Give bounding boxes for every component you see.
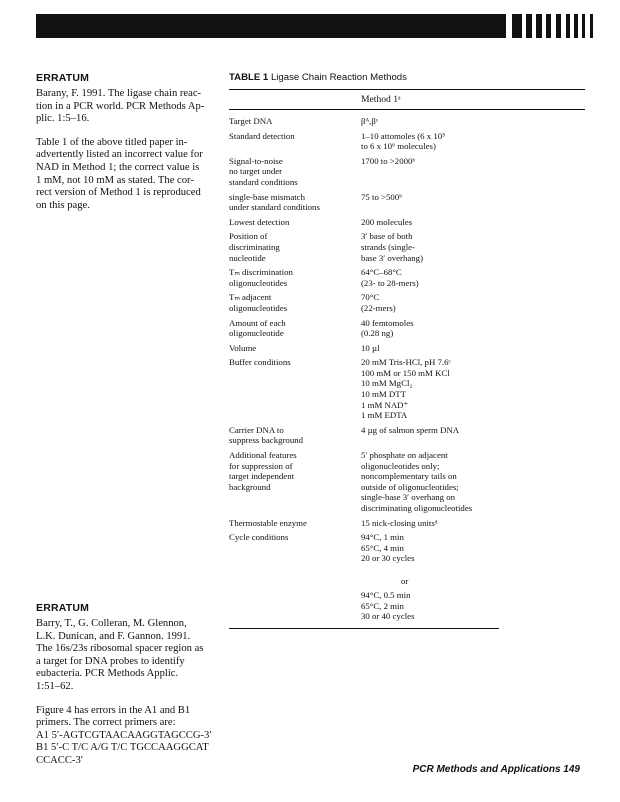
table-value-line: 1–10 attomoles (6 x 10⁵ — [361, 130, 446, 141]
citation-line: tion in a PCR world. PCR Methods Ap- — [36, 100, 205, 112]
table-value-line: to 6 x 10⁶ molecules) — [361, 141, 436, 152]
table-label-line: Buffer conditions — [229, 357, 291, 368]
citation-line: Barry, T., G. Colleran, M. Glennon, — [36, 618, 187, 629]
table-cell-value — [361, 267, 585, 288]
table-label-line: target independent — [229, 471, 295, 482]
header-bar-solid — [36, 14, 506, 38]
table-cell-label — [229, 590, 361, 622]
table-cell-value — [361, 532, 585, 564]
table-cell-label — [229, 532, 361, 564]
table-row — [229, 192, 585, 213]
table-cell-value — [361, 343, 585, 354]
table-value-line: 5′ phosphate on adjacent — [361, 450, 448, 461]
table-cell-value — [361, 318, 585, 339]
table-caption-text: Ligase Chain Reaction Methods — [270, 72, 407, 83]
citation-line: a target for DNA probes to identify — [36, 655, 185, 667]
table-value-line: 75 to >500ᵇ — [361, 191, 402, 202]
paragraph-line: Figure 4 has errors in the A1 and B1 — [36, 704, 191, 716]
table-cell-label — [229, 292, 361, 313]
primer-line: B1 5′-C T/C A/G T/C TGCCAAGGCAT — [36, 742, 209, 754]
table-cell-label — [229, 231, 361, 263]
table-cell-label — [229, 518, 361, 529]
paragraph-line: rect version of Method 1 is reproduced — [36, 187, 201, 199]
table-label-line: Position of — [229, 231, 268, 242]
header-stripe — [536, 14, 542, 38]
table-cell-value — [361, 131, 585, 152]
paragraph-line: Table 1 of the above titled paper in- — [36, 136, 188, 148]
table-value-line: 1700 to >2000ᵇ — [361, 155, 416, 166]
table-bottom-rule — [229, 628, 499, 629]
citation-line: 1:51–62. — [36, 680, 74, 692]
table-cell-value — [361, 590, 585, 622]
header-stripe — [582, 14, 585, 38]
table-cell-value — [361, 192, 585, 213]
erratum-paragraph — [36, 705, 222, 768]
table-label-line: Standard detection — [229, 130, 295, 141]
table-cell-value — [361, 357, 585, 421]
table-label-line: oligonucleotides — [229, 277, 288, 288]
erratum-1 — [36, 72, 222, 212]
table-cell-label — [229, 343, 361, 354]
primer-line: CCACC-3′ — [36, 754, 84, 766]
table-label-line: Amount of each — [229, 317, 286, 328]
table-row — [229, 532, 585, 564]
erratum-citation — [36, 88, 222, 126]
table-label-line: Signal-to-noise — [229, 155, 283, 166]
table-cell-value — [361, 156, 585, 188]
header-stripe — [512, 14, 522, 38]
table-value-line: outside of oligonucleotides; — [361, 481, 459, 492]
primer-line: A1 5′-AGTCGTAACAAGGTAGCCG-3′ — [36, 729, 212, 741]
table-label-line: discriminating — [229, 241, 280, 252]
table-column-header: Method 1ᵃ — [361, 94, 401, 105]
table-row — [229, 343, 585, 354]
table-label-line: Carrier DNA to — [229, 424, 284, 435]
table-cell-value — [361, 518, 585, 529]
table-cell-label — [229, 217, 361, 228]
table-label-line: single-base mismatch — [229, 191, 305, 202]
table-cell-value — [361, 217, 585, 228]
table-value-line: 15 nick-closing unitsᵈ — [361, 517, 438, 528]
table-row — [229, 116, 585, 127]
table-value-line: 64°C–68°C — [361, 267, 402, 278]
header-stripe — [556, 14, 561, 38]
table-value-line: 70°C — [361, 292, 380, 303]
table-value-line: 3′ base of both — [361, 231, 413, 242]
table-label-line: background — [229, 481, 271, 492]
table-label-line: oligonucleotide — [229, 328, 284, 339]
table-cell-label — [229, 318, 361, 339]
table-label-line: nucleotide — [229, 252, 266, 263]
table-value-line: (23- to 28-mers) — [361, 277, 419, 288]
table-row — [229, 357, 585, 421]
table-cell-label — [229, 450, 361, 514]
header-stripe — [566, 14, 570, 38]
table-value-line: βᴬ,βˢ — [361, 116, 378, 126]
table-value-line: 20 or 30 cycles — [361, 553, 415, 564]
table-cell-label — [229, 192, 361, 213]
paragraph-line: on this page. — [36, 199, 90, 211]
table-row — [229, 292, 585, 313]
header-stripe — [590, 14, 593, 38]
table-value-line: 94°C, 1 min — [361, 532, 404, 543]
table-label-line: Target DNA — [229, 116, 273, 126]
table-1 — [229, 72, 585, 629]
erratum-heading: ERRATUM — [36, 602, 90, 614]
table-label-line: suppress background — [229, 435, 304, 446]
header-stripe — [574, 14, 578, 38]
table-value-line: 65°C, 4 min — [361, 542, 404, 553]
table-label-line: Cycle conditions — [229, 532, 289, 543]
table-value-line: 10 µl — [361, 342, 380, 353]
table-label-line: Lowest detection — [229, 216, 290, 227]
table-value-line: 10 mM DTT — [361, 389, 406, 400]
table-value-line: strands (single- — [361, 241, 415, 252]
table-value-line: (22-mers) — [361, 302, 396, 313]
citation-line: plic. 1:5–16. — [36, 113, 90, 125]
table-row — [229, 156, 585, 188]
table-value-line: (0.28 ng) — [361, 328, 394, 339]
table-cell-label — [229, 131, 361, 152]
paragraph-line: NAD in Method 1; the correct value is — [36, 161, 200, 173]
table-value-line: 40 femtomoles — [361, 317, 414, 328]
header-stripe — [546, 14, 551, 38]
table-or: or — [401, 575, 409, 586]
table-row — [229, 217, 585, 228]
table-value-line: 1 mM EDTA — [361, 410, 408, 421]
header-stripe — [526, 14, 532, 38]
table-row — [229, 231, 585, 263]
table-value-line: 20 mM Tris-HCl, pH 7.6ᶜ — [361, 357, 451, 368]
table-cell-value — [361, 292, 585, 313]
table-caption — [229, 72, 585, 83]
table-row — [229, 518, 585, 529]
table-label-line: Tₘ adjacent — [229, 292, 272, 303]
table-label-line: no target under — [229, 166, 283, 177]
table-value-line: base 3′ overhang) — [361, 252, 424, 263]
table-label-line: Thermostable enzyme — [229, 517, 307, 528]
table-row — [229, 267, 585, 288]
table-row — [229, 425, 585, 446]
table-row-cycle-alt — [229, 590, 585, 622]
table-value-line: 200 molecules — [361, 216, 413, 227]
table-value-line: 4 µg of salmon sperm DNA — [361, 424, 460, 435]
paragraph-line: advertently listed an incorrect value for — [36, 149, 203, 161]
erratum-2 — [36, 602, 222, 768]
table-value-line: single-base 3′ overhang on — [361, 492, 456, 503]
table-value-line: 1 mM NAD⁺ — [361, 399, 409, 410]
table-label-line: standard conditions — [229, 176, 298, 187]
table-value-line: 94°C, 0.5 min — [361, 589, 411, 600]
erratum-citation — [36, 618, 222, 694]
table-value-line: 100 mM or 150 mM KCl — [361, 367, 450, 378]
table-body — [229, 110, 585, 564]
table-label-line: Additional features — [229, 450, 297, 461]
table-cell-value — [361, 231, 585, 263]
paragraph-line: 1 mM, not 10 mM as stated. The cor- — [36, 174, 194, 186]
table-cell-label — [229, 116, 361, 127]
erratum-heading: ERRATUM — [36, 72, 90, 84]
table-cell-label — [229, 156, 361, 188]
table-value-line: 10 mM MgCl₂ — [361, 378, 413, 389]
citation-line: eubacteria. PCR Methods Applic. — [36, 668, 179, 680]
paragraph-line: primers. The correct primers are: — [36, 717, 176, 729]
table-row — [229, 131, 585, 152]
table-value-line: oligonucleotides only; — [361, 460, 440, 471]
table-cell-value — [361, 116, 585, 127]
page-footer: PCR Methods and Applications 149 — [412, 764, 580, 775]
table-value-line: 30 or 40 cycles — [361, 611, 415, 622]
erratum-paragraph — [36, 137, 222, 213]
table-cell-value — [361, 425, 585, 446]
table-label-line: under standard conditions — [229, 202, 320, 213]
table-value-line: noncomplementary tails on — [361, 471, 457, 482]
table-cell-label — [229, 425, 361, 446]
table-row — [229, 450, 585, 514]
citation-line: L.K. Dunican, and F. Gannon. 1991. — [36, 630, 191, 642]
citation-line: Barany, F. 1991. The ligase chain reac- — [36, 88, 202, 99]
citation-line: The 16s/23s ribosomal spacer region as — [36, 643, 204, 655]
table-cell-value — [361, 450, 585, 514]
table-label-line: for suppression of — [229, 460, 293, 471]
table-label-line: oligonucleotides — [229, 302, 288, 313]
header-bar — [36, 14, 584, 38]
table-row — [229, 318, 585, 339]
table-cell-label — [229, 267, 361, 288]
table-label-line: Tₘ discrimination — [229, 267, 293, 278]
table-label-line: Volume — [229, 342, 257, 353]
table-caption-label: TABLE 1 — [229, 72, 269, 83]
table-value-line: 65°C, 2 min — [361, 600, 404, 611]
table-value-line: discriminating oligonucleotides — [361, 503, 473, 513]
table-cell-label — [229, 357, 361, 421]
